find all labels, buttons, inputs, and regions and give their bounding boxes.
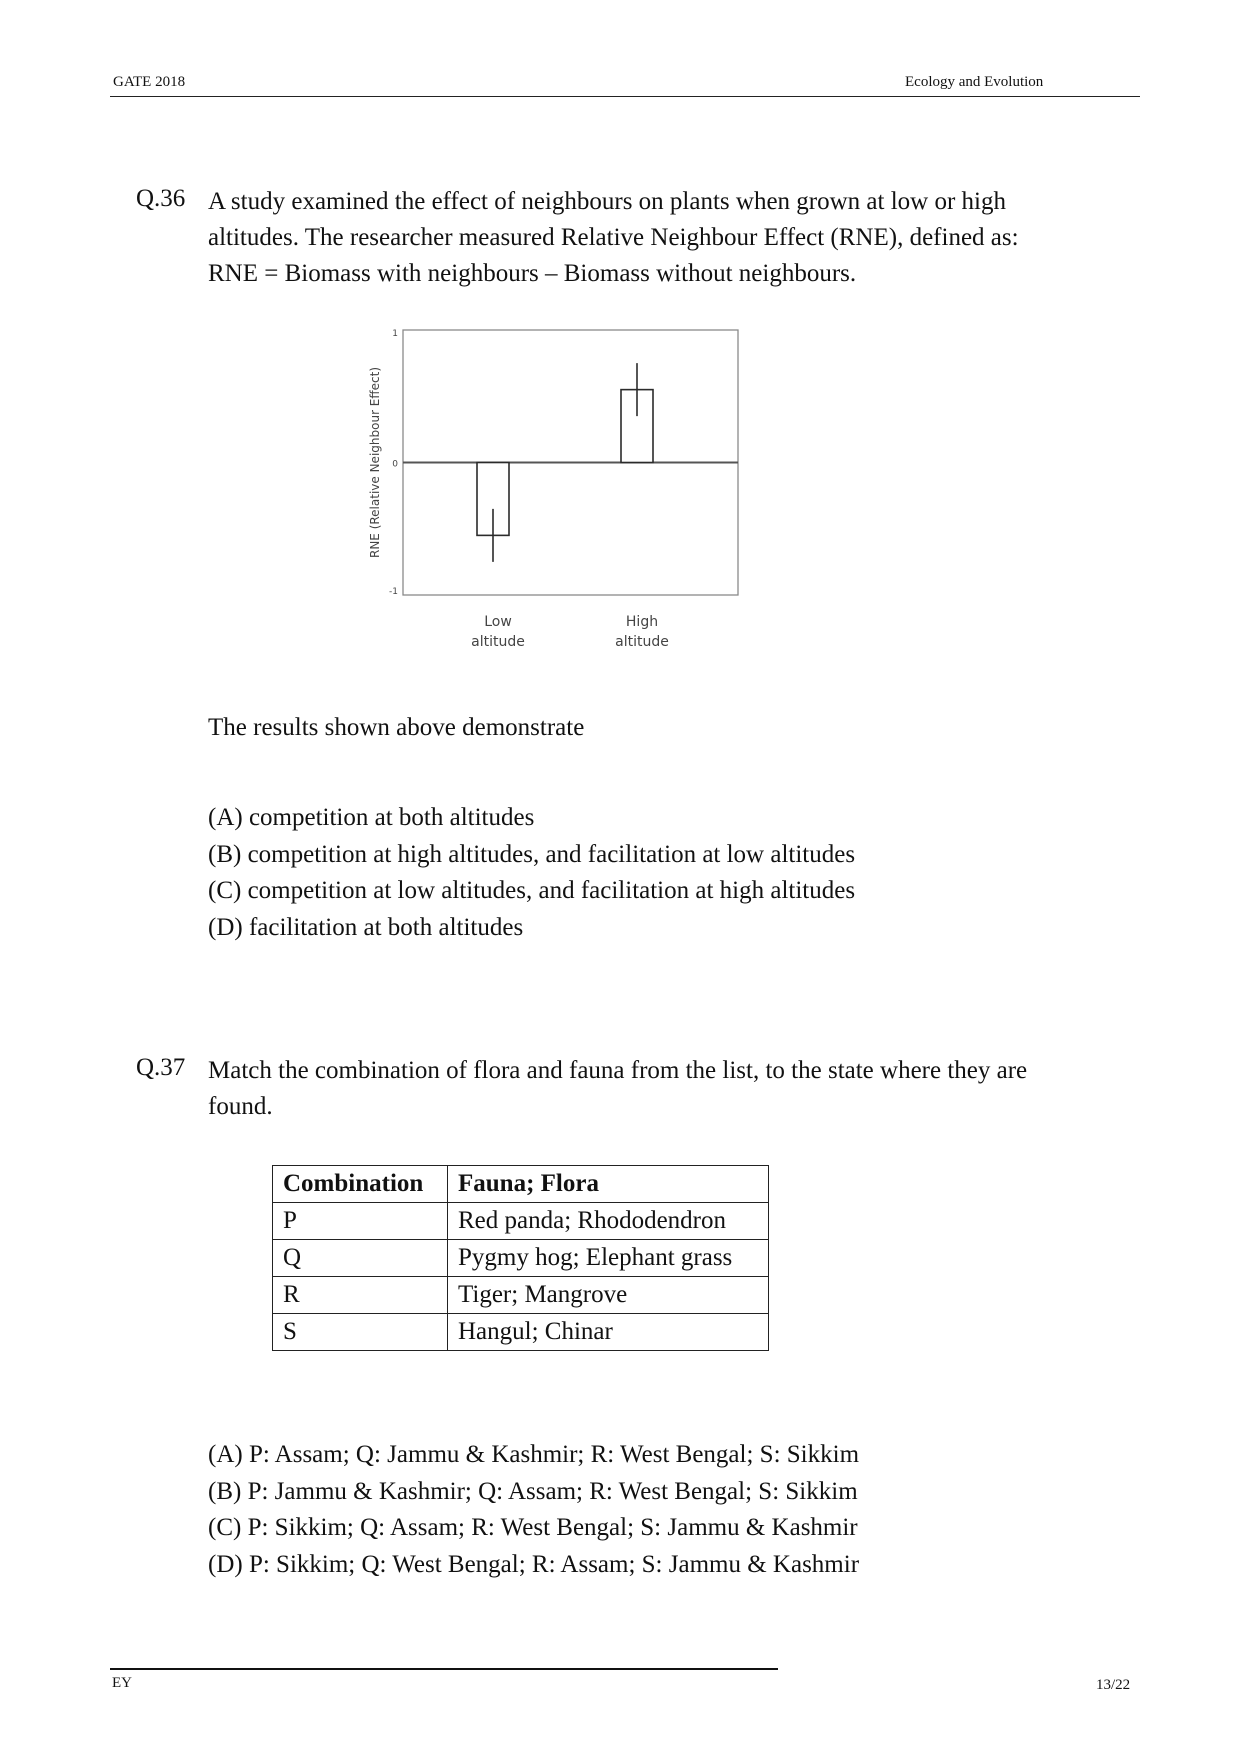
q36-stem: The results shown above demonstrate <box>208 714 585 741</box>
q36-option-a[interactable]: (A) competition at both altitudes <box>208 804 535 831</box>
header-divider <box>110 96 1140 97</box>
header-subject: Ecology and Evolution <box>905 74 1044 90</box>
y-tick-label: 0 <box>392 459 398 470</box>
x-tick-label: Low <box>484 614 512 630</box>
y-tick-label: 1 <box>392 329 398 339</box>
table-cell-combination: P <box>273 1203 448 1240</box>
q37-option-a[interactable]: (A) P: Assam; Q: Jammu & Kashmir; R: West Bengal; S: Sikkim <box>208 1441 860 1468</box>
table-cell-fauna-flora: Tiger; Mangrove <box>448 1277 769 1314</box>
x-tick-label: altitude <box>471 634 525 650</box>
q37-options <box>208 1437 859 1583</box>
q37-option-c[interactable]: (C) P: Sikkim; Q: Assam; R: West Bengal; S: Jammu & Kashmir <box>208 1514 858 1541</box>
q36-option-c[interactable]: (C) competition at low altitudes, and facilitation at high altitudes <box>208 877 856 904</box>
table-row <box>273 1240 769 1277</box>
footer-divider <box>110 1668 778 1670</box>
y-tick-label: -1 <box>389 587 398 597</box>
q37-option-b[interactable]: (B) P: Jammu & Kashmir; Q: Assam; R: West Bengal; S: Sikkim <box>208 1477 858 1505</box>
q36-options <box>208 800 855 946</box>
q36-option-b[interactable]: (B) competition at high altitudes, and facilitation at low altitudes <box>208 840 856 868</box>
table-row <box>273 1203 769 1240</box>
table-cell-combination: R <box>273 1277 448 1314</box>
flora-fauna-table <box>272 1165 769 1351</box>
q37-text-line: Match the combination of flora and fauna from the list, to the state where they are <box>208 1057 1028 1084</box>
table-cell-fauna-flora: Red panda; Rhododendron <box>448 1203 769 1240</box>
x-tick-label: High <box>625 614 659 630</box>
q37-number: Q.37 <box>136 1054 186 1081</box>
q36-text-line: A study examined the effect of neighbours on plants when grown at low or high <box>208 188 1006 215</box>
x-tick-label: altitude <box>615 634 669 650</box>
q36-number: Q.36 <box>136 185 186 212</box>
q36-text <box>208 184 1108 292</box>
header-exam-title: GATE 2018 <box>113 74 186 90</box>
table-cell-fauna-flora: Hangul; Chinar <box>448 1314 769 1351</box>
table-header-fauna-flora: Fauna; Flora <box>448 1166 769 1203</box>
q37-text <box>208 1053 1108 1125</box>
rne-bar-chart <box>340 320 760 670</box>
q37-text-line: found. <box>208 1093 273 1120</box>
table-row <box>273 1314 769 1351</box>
page-number: 13/22 <box>1096 1677 1131 1693</box>
q36-text-line: RNE = Biomass with neighbours – Biomass without neighbours. <box>208 260 857 287</box>
q36-text-line: altitudes. The researcher measured Relative Neighbour Effect (RNE), defined as: <box>208 224 1019 251</box>
table-row <box>273 1277 769 1314</box>
table-header-row <box>273 1166 769 1203</box>
footer-paper-code: EY <box>112 1675 132 1691</box>
q37-option-d[interactable]: (D) P: Sikkim; Q: West Bengal; R: Assam; S: Jammu & Kashmir <box>208 1550 860 1578</box>
table-cell-combination: Q <box>273 1240 448 1277</box>
table-header-combination: Combination <box>273 1166 448 1203</box>
table-cell-combination: S <box>273 1314 448 1351</box>
table-cell-fauna-flora: Pygmy hog; Elephant grass <box>448 1240 769 1277</box>
q36-option-d[interactable]: (D) facilitation at both altitudes <box>208 913 524 941</box>
y-axis-label: RNE (Relative Neighbour Effect) <box>368 366 382 559</box>
